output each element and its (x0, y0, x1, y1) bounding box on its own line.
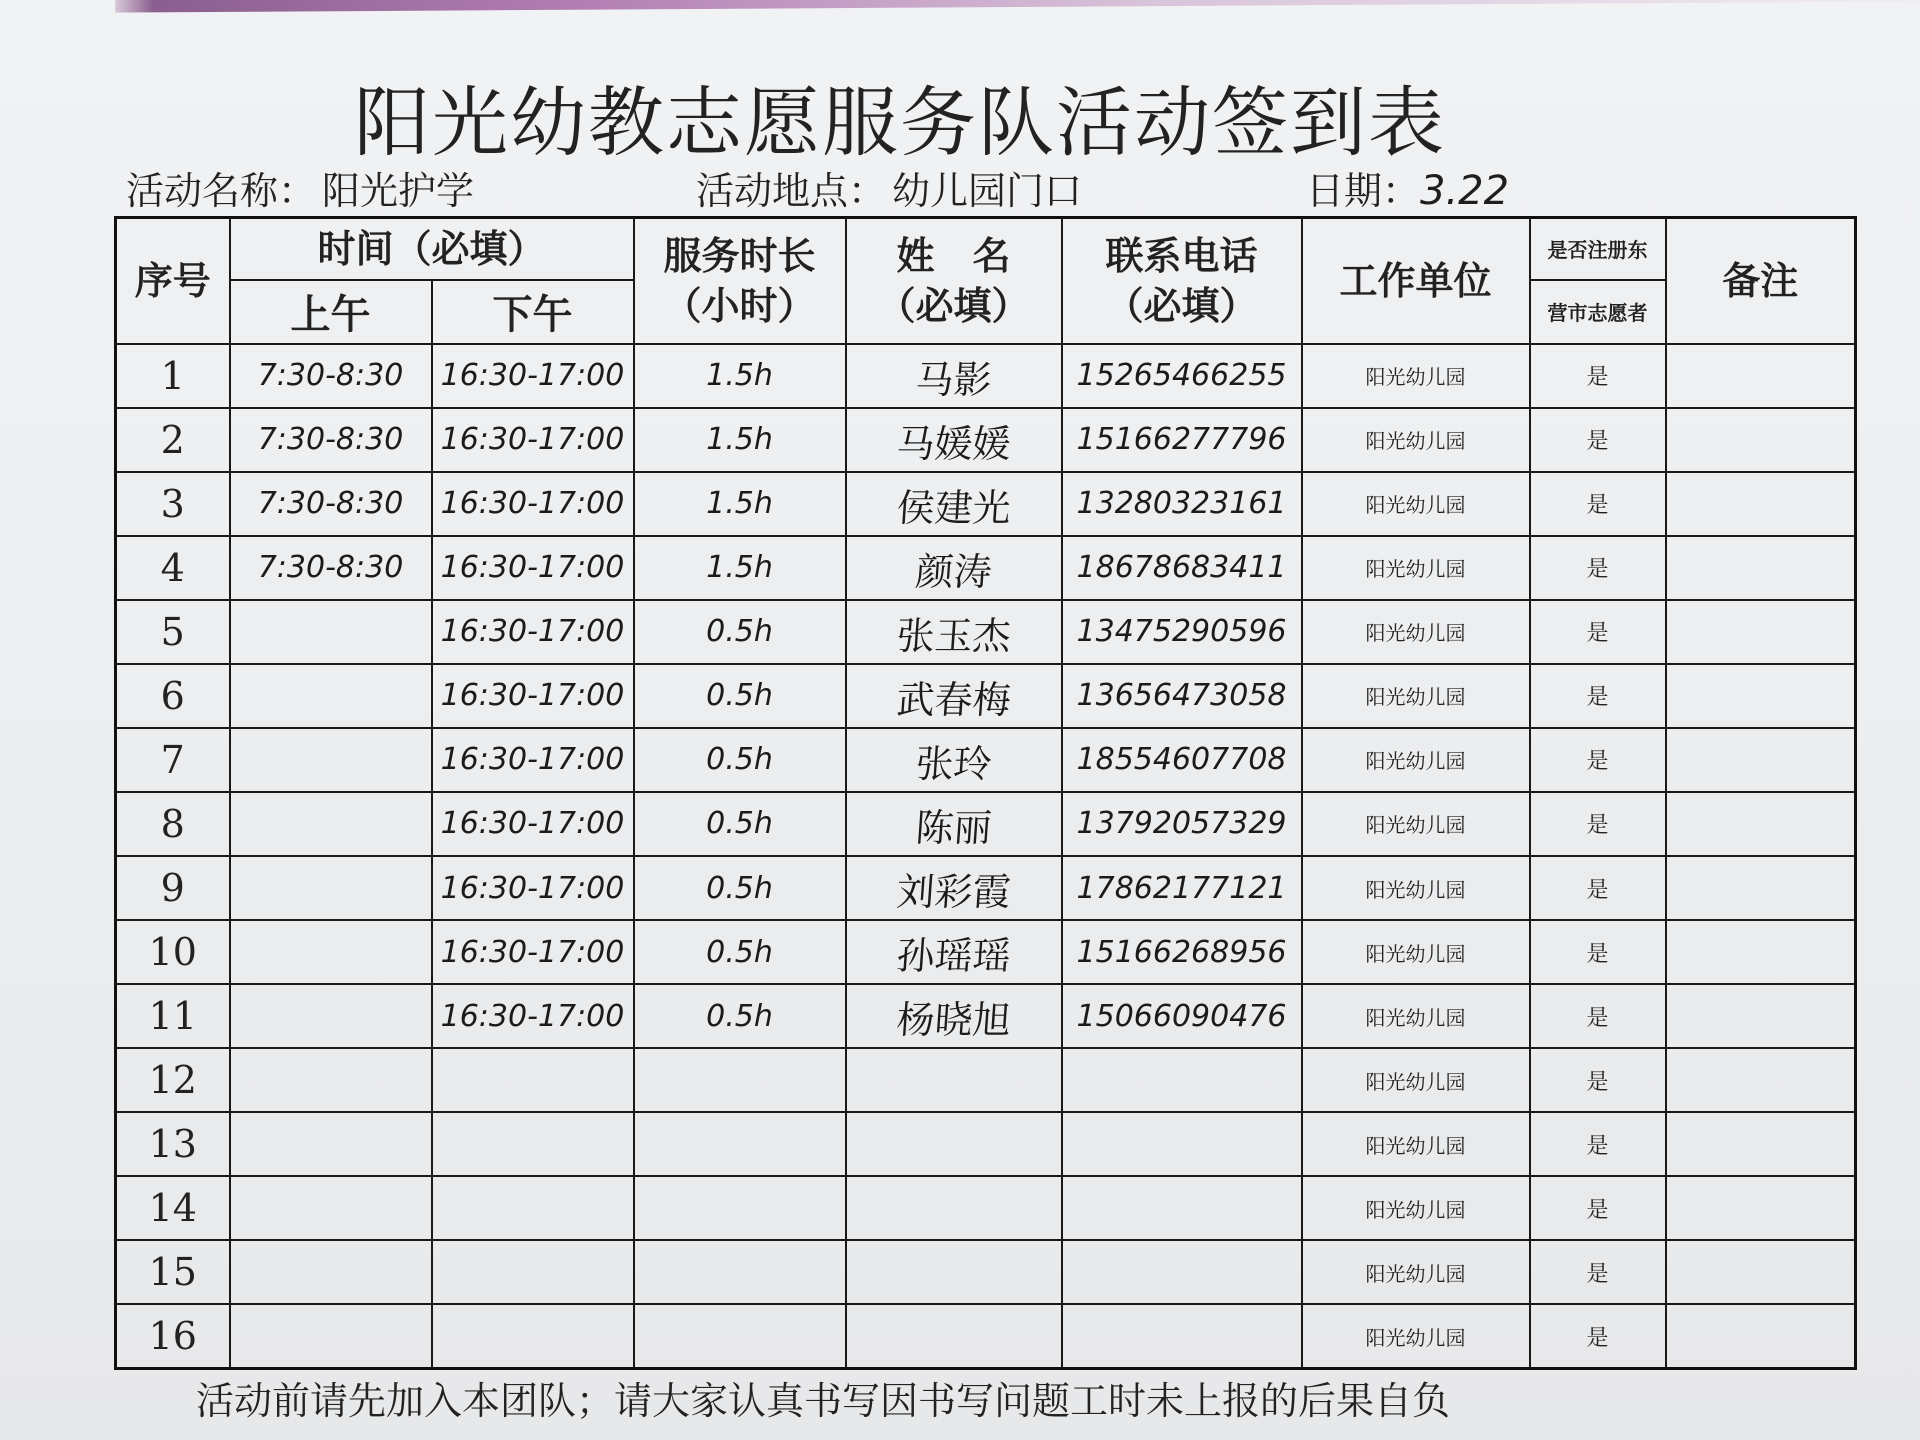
row-phone: 13656473058 (1062, 664, 1302, 728)
row-index: 12 (116, 1048, 230, 1112)
row-duration: 0.5h (634, 664, 846, 728)
row-afternoon-time (432, 1304, 634, 1368)
row-remarks (1666, 984, 1856, 1048)
row-morning-time (230, 984, 432, 1048)
row-registered: 是 (1530, 408, 1666, 472)
header-morning: 上午 (230, 280, 432, 344)
date-label: 日期： (1306, 169, 1421, 213)
row-workplace: 阳光幼儿园 (1302, 728, 1530, 792)
row-workplace: 阳光幼儿园 (1302, 1112, 1530, 1176)
table-row (116, 472, 1856, 536)
row-workplace: 阳光幼儿园 (1302, 344, 1530, 408)
date-value: 3.22 (1420, 168, 1510, 214)
row-remarks (1666, 728, 1856, 792)
row-workplace: 阳光幼儿园 (1302, 536, 1530, 600)
table-row (116, 536, 1856, 600)
row-morning-time: 7:30-8:30 (230, 408, 432, 472)
header-afternoon: 下午 (432, 280, 634, 344)
row-volunteer-name: 张玲 (843, 728, 1063, 792)
row-afternoon-time: 16:30-17:00 (432, 664, 634, 728)
row-morning-time (230, 1240, 432, 1304)
row-volunteer-name (843, 1176, 1063, 1240)
row-index: 15 (116, 1240, 230, 1304)
row-volunteer-name: 杨晓旭 (843, 984, 1063, 1048)
header-registered-line1: 是否注册东 (1530, 218, 1666, 280)
row-index: 14 (116, 1176, 230, 1240)
row-index: 10 (116, 920, 230, 984)
table-row (116, 664, 1856, 728)
row-phone: 15265466255 (1062, 344, 1302, 408)
row-duration: 1.5h (634, 408, 846, 472)
row-afternoon-time (432, 1048, 634, 1112)
row-remarks (1666, 344, 1856, 408)
row-morning-time (230, 1112, 432, 1176)
row-volunteer-name: 颜涛 (843, 536, 1063, 600)
row-index: 16 (116, 1304, 230, 1368)
header-name-line1: 姓 名 (896, 233, 1011, 279)
row-duration: 0.5h (634, 600, 846, 664)
row-morning-time: 7:30-8:30 (230, 344, 432, 408)
row-workplace: 阳光幼儿园 (1302, 472, 1530, 536)
row-phone: 13475290596 (1062, 600, 1302, 664)
table-row (116, 984, 1856, 1048)
row-workplace: 阳光幼儿园 (1302, 1048, 1530, 1112)
signin-table-wrapper (114, 216, 1854, 1370)
row-registered: 是 (1530, 856, 1666, 920)
row-morning-time: 7:30-8:30 (230, 472, 432, 536)
row-phone (1062, 1176, 1302, 1240)
row-remarks (1666, 1176, 1856, 1240)
row-duration (634, 1048, 846, 1112)
row-morning-time (230, 1048, 432, 1112)
row-volunteer-name (843, 1112, 1063, 1176)
table-row (116, 1048, 1856, 1112)
row-index: 3 (116, 472, 230, 536)
row-registered: 是 (1530, 1176, 1666, 1240)
row-index: 7 (116, 728, 230, 792)
table-row (116, 1112, 1856, 1176)
row-duration: 0.5h (634, 792, 846, 856)
row-remarks (1666, 920, 1856, 984)
row-registered: 是 (1530, 344, 1666, 408)
row-remarks (1666, 1048, 1856, 1112)
activity-name-label: 活动名称： (126, 169, 317, 213)
row-registered: 是 (1530, 984, 1666, 1048)
table-body (116, 344, 1856, 1369)
row-index: 8 (116, 792, 230, 856)
row-duration (634, 1240, 846, 1304)
row-duration: 1.5h (634, 472, 846, 536)
row-index: 4 (116, 536, 230, 600)
row-remarks (1666, 472, 1856, 536)
row-morning-time (230, 856, 432, 920)
header-phone-line2: （必填） (1105, 282, 1258, 328)
header-duration-line1: 服务时长 (663, 233, 816, 279)
row-afternoon-time: 16:30-17:00 (432, 984, 634, 1048)
table-row (116, 856, 1856, 920)
row-volunteer-name: 马媛媛 (843, 408, 1063, 472)
row-duration: 0.5h (634, 856, 846, 920)
activity-name-value: 阳光护学 (322, 169, 475, 213)
row-afternoon-time (432, 1112, 634, 1176)
location-value: 幼儿园门口 (892, 169, 1083, 213)
header-phone (1062, 218, 1302, 344)
table-row (116, 600, 1856, 664)
row-duration: 0.5h (634, 920, 846, 984)
row-index: 6 (116, 664, 230, 728)
location-field (696, 160, 1082, 215)
row-duration: 0.5h (634, 728, 846, 792)
row-registered: 是 (1530, 728, 1666, 792)
header-remarks: 备注 (1666, 218, 1856, 344)
row-duration (634, 1176, 846, 1240)
row-remarks (1666, 1304, 1856, 1368)
row-duration: 0.5h (634, 984, 846, 1048)
header-registered-line2: 营市志愿者 (1530, 280, 1666, 344)
table-row (116, 1176, 1856, 1240)
row-phone: 15166268956 (1062, 920, 1302, 984)
row-registered: 是 (1530, 1048, 1666, 1112)
table-row (116, 728, 1856, 792)
row-morning-time (230, 920, 432, 984)
page-title: 阳光幼教志愿服务队活动签到表 (354, 78, 1446, 167)
row-registered: 是 (1530, 792, 1666, 856)
header-phone-line1: 联系电话 (1105, 233, 1258, 279)
row-phone: 13280323161 (1062, 472, 1302, 536)
table-row (116, 408, 1856, 472)
row-volunteer-name: 马影 (843, 344, 1063, 408)
row-remarks (1666, 536, 1856, 600)
header-time: 时间（必填） (230, 218, 634, 280)
row-afternoon-time: 16:30-17:00 (432, 792, 634, 856)
row-volunteer-name: 陈丽 (843, 792, 1063, 856)
row-index: 2 (116, 408, 230, 472)
row-index: 13 (116, 1112, 230, 1176)
row-phone: 15066090476 (1062, 984, 1302, 1048)
row-workplace: 阳光幼儿园 (1302, 664, 1530, 728)
row-phone: 17862177121 (1062, 856, 1302, 920)
row-remarks (1666, 408, 1856, 472)
row-remarks (1666, 1240, 1856, 1304)
row-duration: 1.5h (634, 344, 846, 408)
header-duration (634, 218, 846, 344)
table-row (116, 792, 1856, 856)
row-registered: 是 (1530, 1240, 1666, 1304)
table-row (116, 344, 1856, 408)
row-phone: 13792057329 (1062, 792, 1302, 856)
row-index: 5 (116, 600, 230, 664)
table-row (116, 1304, 1856, 1368)
header-name (846, 218, 1062, 344)
row-registered: 是 (1530, 600, 1666, 664)
row-duration (634, 1112, 846, 1176)
row-volunteer-name: 张玉杰 (843, 600, 1063, 664)
row-volunteer-name: 武春梅 (843, 664, 1063, 728)
row-phone (1062, 1240, 1302, 1304)
row-workplace: 阳光幼儿园 (1302, 984, 1530, 1048)
row-volunteer-name: 孙瑶瑶 (843, 920, 1063, 984)
row-registered: 是 (1530, 472, 1666, 536)
row-morning-time (230, 600, 432, 664)
table-row (116, 1240, 1856, 1304)
background-edge (0, 0, 1920, 14)
row-afternoon-time: 16:30-17:00 (432, 600, 634, 664)
row-index: 1 (116, 344, 230, 408)
row-phone: 15166277796 (1062, 408, 1302, 472)
row-phone (1062, 1048, 1302, 1112)
row-workplace: 阳光幼儿园 (1302, 1176, 1530, 1240)
row-workplace: 阳光幼儿园 (1302, 600, 1530, 664)
row-duration: 1.5h (634, 536, 846, 600)
row-phone (1062, 1304, 1302, 1368)
date-field (1306, 160, 1509, 215)
row-morning-time (230, 1304, 432, 1368)
row-index: 9 (116, 856, 230, 920)
header-name-line2: （必填） (877, 282, 1030, 328)
row-registered: 是 (1530, 536, 1666, 600)
row-volunteer-name (843, 1240, 1063, 1304)
row-morning-time (230, 664, 432, 728)
header-row-1 (116, 218, 1856, 280)
row-volunteer-name (843, 1304, 1063, 1368)
row-phone: 18554607708 (1062, 728, 1302, 792)
row-workplace: 阳光幼儿园 (1302, 856, 1530, 920)
row-workplace: 阳光幼儿园 (1302, 792, 1530, 856)
row-morning-time (230, 1176, 432, 1240)
row-phone: 18678683411 (1062, 536, 1302, 600)
row-morning-time (230, 728, 432, 792)
row-volunteer-name: 刘彩霞 (843, 856, 1063, 920)
row-registered: 是 (1530, 920, 1666, 984)
row-remarks (1666, 856, 1856, 920)
row-afternoon-time: 16:30-17:00 (432, 856, 634, 920)
location-label: 活动地点： (696, 169, 887, 213)
row-workplace: 阳光幼儿园 (1302, 1304, 1530, 1368)
row-morning-time: 7:30-8:30 (230, 536, 432, 600)
row-afternoon-time: 16:30-17:00 (432, 536, 634, 600)
header-index: 序号 (116, 218, 230, 344)
row-workplace: 阳光幼儿园 (1302, 1240, 1530, 1304)
row-phone (1062, 1112, 1302, 1176)
row-volunteer-name (843, 1048, 1063, 1112)
row-afternoon-time (432, 1176, 634, 1240)
row-afternoon-time: 16:30-17:00 (432, 728, 634, 792)
row-afternoon-time (432, 1240, 634, 1304)
row-registered: 是 (1530, 1304, 1666, 1368)
header-duration-line2: （小时） (663, 282, 816, 328)
activity-name-field (126, 160, 474, 215)
signin-table (114, 216, 1857, 1370)
row-afternoon-time: 16:30-17:00 (432, 920, 634, 984)
row-workplace: 阳光幼儿园 (1302, 408, 1530, 472)
row-afternoon-time: 16:30-17:00 (432, 408, 634, 472)
row-duration (634, 1304, 846, 1368)
row-registered: 是 (1530, 664, 1666, 728)
row-volunteer-name: 侯建光 (843, 472, 1063, 536)
row-remarks (1666, 792, 1856, 856)
footer-note: 活动前请先加入本团队；请大家认真书写因书写问题工时未上报的后果自负 (196, 1379, 1451, 1423)
row-index: 11 (116, 984, 230, 1048)
row-afternoon-time: 16:30-17:00 (432, 472, 634, 536)
row-remarks (1666, 664, 1856, 728)
header-workplace: 工作单位 (1302, 218, 1530, 344)
row-workplace: 阳光幼儿园 (1302, 920, 1530, 984)
row-remarks (1666, 600, 1856, 664)
row-registered: 是 (1530, 1112, 1666, 1176)
row-remarks (1666, 1112, 1856, 1176)
row-morning-time (230, 792, 432, 856)
table-row (116, 920, 1856, 984)
row-afternoon-time: 16:30-17:00 (432, 344, 634, 408)
